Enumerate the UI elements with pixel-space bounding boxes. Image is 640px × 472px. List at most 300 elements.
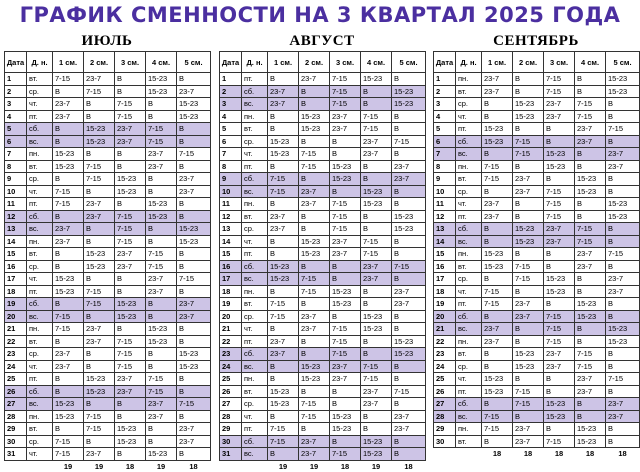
shift-cell: 15-23	[115, 310, 146, 323]
shift-cell: 23-7	[513, 185, 544, 198]
weekday-cell: сб.	[242, 435, 268, 448]
shift-cell: В	[177, 160, 211, 173]
weekday-cell: вт.	[456, 435, 482, 448]
shift-cell: 15-23	[84, 373, 115, 386]
shift-cell: 7-15	[299, 285, 330, 298]
shift-cell: В	[115, 448, 146, 461]
date-cell: 21	[220, 323, 242, 336]
shift-cell: 15-23	[146, 335, 177, 348]
shift-cell: В	[482, 148, 513, 161]
shift-cell: В	[482, 98, 513, 111]
shift-cell: 7-15	[606, 248, 640, 261]
shift-cell: В	[53, 298, 84, 311]
shift-cell: В	[84, 223, 115, 236]
weekday-cell: пт.	[27, 198, 53, 211]
shift-cell: 15-23	[177, 348, 211, 361]
table-row	[5, 235, 211, 248]
shift-cell: В	[84, 148, 115, 161]
shift-cell: В	[513, 248, 544, 261]
shift-cell: В	[177, 323, 211, 336]
date-cell: 11	[5, 198, 27, 211]
weekday-cell: ср.	[27, 85, 53, 98]
table-row	[434, 323, 640, 336]
weekday-cell: вт.	[27, 423, 53, 436]
weekday-cell: вс.	[242, 360, 268, 373]
shift-cell: В	[513, 373, 544, 386]
shift-cell: В	[53, 335, 84, 348]
shift-cell: В	[115, 73, 146, 86]
date-cell: 14	[220, 235, 242, 248]
shift-cell: 23-7	[361, 135, 392, 148]
shift-cell: 15-23	[177, 98, 211, 111]
date-cell: 5	[434, 123, 456, 136]
shift-cell: 15-23	[330, 285, 361, 298]
weekday-cell: пн.	[456, 335, 482, 348]
shift-cell: В	[392, 185, 426, 198]
column-header: 4 см.	[361, 52, 392, 73]
weekday-cell: чт.	[242, 235, 268, 248]
shift-cell: 23-7	[544, 235, 575, 248]
date-cell: 5	[220, 123, 242, 136]
shift-cell: В	[84, 398, 115, 411]
shift-cell: 7-15	[361, 248, 392, 261]
shift-cell: 23-7	[330, 373, 361, 386]
column-header: 3 см.	[544, 52, 575, 73]
shift-cell: В	[84, 273, 115, 286]
shift-cell: 7-15	[53, 323, 84, 336]
date-cell: 6	[5, 135, 27, 148]
weekday-cell: вт.	[27, 160, 53, 173]
total-cell: 18	[544, 448, 575, 460]
column-header: Дата	[5, 52, 27, 73]
shift-cell: 23-7	[299, 185, 330, 198]
table-row	[434, 273, 640, 286]
shift-cell: 7-15	[544, 198, 575, 211]
table-row	[5, 98, 211, 111]
shift-cell: В	[177, 385, 211, 398]
table-row	[5, 423, 211, 436]
total-cell: 18	[482, 448, 513, 460]
shift-cell: В	[268, 448, 299, 461]
weekday-cell: ср.	[456, 185, 482, 198]
weekday-cell: чт.	[27, 98, 53, 111]
shift-cell: В	[53, 135, 84, 148]
shift-cell: 15-23	[482, 123, 513, 136]
shift-cell: В	[146, 235, 177, 248]
shift-cell: В	[53, 123, 84, 136]
shift-cell: 7-15	[146, 248, 177, 261]
total-cell: 18	[606, 448, 640, 460]
weekday-cell: пн.	[242, 285, 268, 298]
date-cell: 8	[220, 160, 242, 173]
weekday-cell: пт.	[27, 110, 53, 123]
table-row	[434, 85, 640, 98]
date-cell: 16	[434, 260, 456, 273]
date-cell: 10	[5, 185, 27, 198]
table-row	[5, 85, 211, 98]
date-cell: 8	[434, 160, 456, 173]
date-cell: 4	[434, 110, 456, 123]
shift-cell: В	[392, 310, 426, 323]
weekday-cell: чт.	[242, 410, 268, 423]
shift-cell: 23-7	[115, 373, 146, 386]
shift-cell: 15-23	[53, 398, 84, 411]
shift-cell: 15-23	[392, 335, 426, 348]
weekday-cell: пт.	[27, 373, 53, 386]
shift-cell: В	[392, 248, 426, 261]
shift-cell: 15-23	[299, 110, 330, 123]
shift-cell: 15-23	[544, 160, 575, 173]
shift-cell: В	[299, 423, 330, 436]
table-row	[5, 385, 211, 398]
table-row	[220, 148, 426, 161]
header-row	[434, 52, 640, 73]
shift-cell: В	[53, 423, 84, 436]
weekday-cell: ср.	[456, 98, 482, 111]
shift-cell: 15-23	[84, 135, 115, 148]
shift-cell: 7-15	[268, 435, 299, 448]
table-row	[434, 410, 640, 423]
shift-cell: В	[575, 160, 606, 173]
shift-cell: 7-15	[361, 123, 392, 136]
date-cell: 2	[5, 85, 27, 98]
table-row	[5, 298, 211, 311]
shift-cell: 15-23	[544, 398, 575, 411]
date-cell: 29	[434, 423, 456, 436]
date-cell: 9	[5, 173, 27, 186]
shift-cell: 23-7	[177, 423, 211, 436]
shift-cell: 7-15	[268, 298, 299, 311]
shift-cell: 15-23	[146, 323, 177, 336]
date-cell: 15	[5, 248, 27, 261]
weekday-cell: пн.	[456, 423, 482, 436]
month-september	[433, 31, 639, 460]
shift-cell: 7-15	[392, 135, 426, 148]
shift-cell: 23-7	[482, 73, 513, 86]
table-row	[434, 373, 640, 386]
shift-cell: В	[361, 173, 392, 186]
weekday-cell: пт.	[456, 210, 482, 223]
shift-cell: В	[544, 123, 575, 136]
shift-cell: В	[177, 335, 211, 348]
page-title: ГРАФИК СМЕННОСТИ НА 3 КВАРТАЛ 2025 ГОДА	[19, 3, 621, 27]
shift-cell: В	[84, 98, 115, 111]
shift-cell: 7-15	[115, 210, 146, 223]
table-row	[434, 73, 640, 86]
shift-cell: 7-15	[361, 110, 392, 123]
shift-cell: В	[146, 423, 177, 436]
weekday-cell: сб.	[242, 85, 268, 98]
shift-cell: В	[177, 248, 211, 261]
weekday-cell: пн.	[456, 248, 482, 261]
date-cell: 16	[220, 260, 242, 273]
shift-cell: В	[53, 373, 84, 386]
shift-cell: В	[299, 348, 330, 361]
table-row	[434, 285, 640, 298]
date-cell: 23	[434, 348, 456, 361]
weekday-cell: пн.	[456, 73, 482, 86]
shift-cell: В	[392, 435, 426, 448]
shift-cell: В	[575, 198, 606, 211]
shift-cell: 15-23	[575, 298, 606, 311]
shift-cell: 7-15	[575, 223, 606, 236]
date-cell: 15	[220, 248, 242, 261]
date-cell: 7	[5, 148, 27, 161]
shift-cell: 15-23	[268, 273, 299, 286]
shift-cell: В	[544, 298, 575, 311]
table-row	[220, 173, 426, 186]
date-cell: 30	[220, 435, 242, 448]
weekday-cell: пт.	[242, 248, 268, 261]
table-row	[220, 85, 426, 98]
totals-row	[5, 460, 211, 472]
shift-cell: В	[361, 223, 392, 236]
shift-cell: 23-7	[482, 323, 513, 336]
shift-cell: 7-15	[544, 435, 575, 448]
shift-cell: 23-7	[544, 348, 575, 361]
date-cell: 19	[220, 298, 242, 311]
shift-cell: 23-7	[268, 98, 299, 111]
shift-cell: В	[544, 135, 575, 148]
shift-cell: В	[606, 435, 640, 448]
date-cell: 22	[5, 335, 27, 348]
shift-cell: 7-15	[299, 410, 330, 423]
shift-cell: 23-7	[544, 98, 575, 111]
shift-cell: 15-23	[482, 385, 513, 398]
shift-cell: В	[53, 85, 84, 98]
table-row	[5, 160, 211, 173]
shift-cell: 7-15	[299, 398, 330, 411]
shift-cell: 15-23	[268, 135, 299, 148]
table-row	[220, 298, 426, 311]
weekday-cell: пт.	[242, 73, 268, 86]
shift-cell: 23-7	[53, 235, 84, 248]
shift-cell: 7-15	[392, 385, 426, 398]
table-row	[220, 248, 426, 261]
date-cell: 19	[434, 298, 456, 311]
shift-cell: 15-23	[268, 385, 299, 398]
table-row	[220, 410, 426, 423]
weekday-cell: ср.	[27, 173, 53, 186]
table-row	[434, 260, 640, 273]
table-row	[5, 110, 211, 123]
weekday-cell: пт.	[456, 298, 482, 311]
totals-row	[434, 448, 640, 460]
shift-cell: В	[482, 348, 513, 361]
shift-cell: 7-15	[513, 148, 544, 161]
table-row	[5, 185, 211, 198]
shift-cell: В	[330, 185, 361, 198]
date-cell: 15	[434, 248, 456, 261]
date-cell: 16	[5, 260, 27, 273]
shift-cell: 15-23	[177, 360, 211, 373]
shift-cell: 7-15	[330, 448, 361, 461]
shift-cell: 23-7	[84, 448, 115, 461]
shift-cell: 15-23	[606, 73, 640, 86]
shift-cell: В	[482, 235, 513, 248]
date-cell: 12	[434, 210, 456, 223]
shift-cell: В	[330, 135, 361, 148]
shift-cell: 7-15	[544, 335, 575, 348]
shift-cell: 15-23	[268, 260, 299, 273]
table-row	[434, 98, 640, 111]
table-row	[434, 298, 640, 311]
table-row	[220, 310, 426, 323]
shift-cell: В	[544, 248, 575, 261]
weekday-cell: вт.	[27, 73, 53, 86]
date-cell: 9	[434, 173, 456, 186]
shift-cell: 23-7	[361, 260, 392, 273]
weekday-cell: пн.	[242, 198, 268, 211]
month-title: ИЮЛЬ	[81, 33, 133, 49]
table-row	[434, 185, 640, 198]
shift-cell: 23-7	[330, 248, 361, 261]
shift-cell: 23-7	[53, 98, 84, 111]
shift-cell: 15-23	[177, 110, 211, 123]
shift-cell: 23-7	[299, 198, 330, 211]
date-cell: 21	[5, 323, 27, 336]
shift-cell: В	[575, 410, 606, 423]
shift-cell: 15-23	[361, 185, 392, 198]
shift-cell: 7-15	[330, 323, 361, 336]
shift-cell: 7-15	[330, 73, 361, 86]
shift-cell: 23-7	[544, 223, 575, 236]
shift-cell: 7-15	[299, 160, 330, 173]
shift-cell: 7-15	[84, 410, 115, 423]
shift-cell: 15-23	[606, 323, 640, 336]
shift-cell: 15-23	[482, 260, 513, 273]
column-header: 5 см.	[606, 52, 640, 73]
shift-cell: 7-15	[330, 335, 361, 348]
weekday-cell: вс.	[456, 235, 482, 248]
weekday-cell: сб.	[27, 298, 53, 311]
shift-cell: 15-23	[299, 235, 330, 248]
table-row	[434, 385, 640, 398]
weekday-cell: чт.	[456, 285, 482, 298]
shift-cell: 23-7	[115, 385, 146, 398]
shift-cell: 15-23	[330, 173, 361, 186]
shift-cell: В	[361, 85, 392, 98]
date-cell: 24	[5, 360, 27, 373]
shift-cell: В	[177, 373, 211, 386]
shift-cell: 15-23	[53, 285, 84, 298]
shift-cell: В	[146, 435, 177, 448]
shift-cell: 15-23	[482, 373, 513, 386]
column-header: 1 см.	[268, 52, 299, 73]
shift-cell: 15-23	[361, 310, 392, 323]
shift-cell: В	[482, 110, 513, 123]
shift-cell: В	[392, 360, 426, 373]
month-title: АВГУСТ	[289, 33, 355, 49]
shift-cell: В	[482, 310, 513, 323]
shift-cell: В	[392, 198, 426, 211]
shift-cell: В	[330, 148, 361, 161]
date-cell: 18	[220, 285, 242, 298]
shift-cell: 15-23	[513, 98, 544, 111]
shift-cell: 23-7	[482, 198, 513, 211]
shift-cell: 7-15	[482, 410, 513, 423]
shift-cell: 7-15	[544, 85, 575, 98]
shift-cell: В	[361, 98, 392, 111]
shift-cell: 15-23	[330, 298, 361, 311]
shift-cell: 7-15	[115, 223, 146, 236]
shift-cell: 23-7	[84, 335, 115, 348]
weekday-cell: вт.	[456, 260, 482, 273]
weekday-cell: чт.	[456, 373, 482, 386]
shift-cell: В	[330, 398, 361, 411]
shift-cell: 23-7	[146, 148, 177, 161]
shift-cell: 7-15	[84, 285, 115, 298]
shift-cell: 23-7	[146, 410, 177, 423]
shift-cell: 23-7	[392, 173, 426, 186]
total-cell: 18	[177, 460, 211, 472]
table-row	[5, 135, 211, 148]
shift-cell: 15-23	[299, 373, 330, 386]
weekday-cell: чт.	[456, 198, 482, 211]
shift-cell: 23-7	[53, 348, 84, 361]
table-row	[434, 198, 640, 211]
shift-cell: 23-7	[299, 73, 330, 86]
shift-cell: В	[268, 285, 299, 298]
weekday-cell: ср.	[242, 223, 268, 236]
shift-cell: 7-15	[268, 185, 299, 198]
weekday-cell: вт.	[242, 210, 268, 223]
shift-cell: 23-7	[575, 123, 606, 136]
shift-cell: 7-15	[513, 135, 544, 148]
weekday-cell: сб.	[456, 398, 482, 411]
weekday-cell: ср.	[242, 310, 268, 323]
table-row	[220, 223, 426, 236]
column-header: 4 см.	[146, 52, 177, 73]
shift-cell: В	[268, 248, 299, 261]
shift-cell: 23-7	[330, 360, 361, 373]
column-header: 4 см.	[575, 52, 606, 73]
shift-cell: В	[268, 73, 299, 86]
shift-cell: 15-23	[115, 173, 146, 186]
shift-cell: 15-23	[482, 135, 513, 148]
shift-cell: 7-15	[606, 123, 640, 136]
table-row	[5, 73, 211, 86]
shift-cell: 15-23	[84, 385, 115, 398]
shift-cell: В	[268, 410, 299, 423]
shift-cell: 7-15	[330, 98, 361, 111]
total-cell: 19	[299, 460, 330, 472]
shift-cell: 23-7	[606, 285, 640, 298]
shift-cell: В	[606, 348, 640, 361]
total-cell: 18	[513, 448, 544, 460]
weekday-cell: вс.	[27, 135, 53, 148]
table-row	[220, 323, 426, 336]
table-row	[220, 198, 426, 211]
table-row	[220, 273, 426, 286]
table-row	[5, 348, 211, 361]
shift-cell: В	[482, 185, 513, 198]
date-cell: 27	[5, 398, 27, 411]
shift-cell: В	[575, 273, 606, 286]
column-header: 2 см.	[299, 52, 330, 73]
shift-cell: 15-23	[513, 110, 544, 123]
date-cell: 10	[434, 185, 456, 198]
weekday-cell: пт.	[242, 335, 268, 348]
table-row	[220, 285, 426, 298]
weekday-cell: вт.	[456, 85, 482, 98]
date-cell: 18	[434, 285, 456, 298]
shift-cell: 23-7	[53, 223, 84, 236]
date-cell: 25	[220, 373, 242, 386]
schedule-table	[4, 51, 211, 472]
date-cell: 20	[220, 310, 242, 323]
shift-cell: В	[299, 210, 330, 223]
